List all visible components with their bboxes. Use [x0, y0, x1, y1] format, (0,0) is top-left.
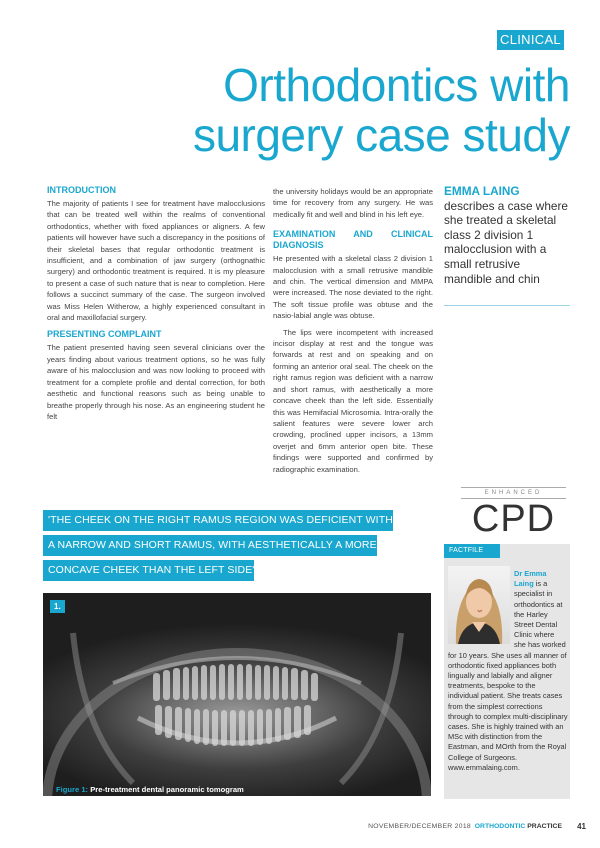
footer-publication-part-2: PRACTICE: [527, 823, 562, 830]
pull-quote: [43, 510, 431, 585]
title-line-1: Orthodontics with: [223, 59, 570, 111]
complaint-paragraph: The patient presented having seen several clinicians over the years finding about various treatment options, so he was fully aware of his malocclusion and was now looking to proceed with treatment for a complete profile and dental correction, for both aesthetic and functional reasons such as being unable to breathe properly through his nose. As an engineering student he felt: [47, 343, 265, 421]
examination-paragraph-1: He presented with a skeletal class 2 division 1 malocclusion with a small retrusive mandible and chin. The vertical dimension and MMPA were increased. The nose deviated to the right. The soft tissue profile was obtuse and the nasio-labial angle was obtuse.: [273, 254, 433, 321]
page-footer: [0, 819, 600, 835]
pull-quote-line-2: A NARROW AND SHORT RAMUS, WITH AESTHETICALLY A MORE: [43, 535, 377, 556]
factfile-text: [448, 569, 568, 773]
examination-heading: EXAMINATION AND CLINICAL DIAGNOSIS: [273, 229, 433, 251]
factfile-box: [444, 544, 570, 799]
standfirst-text: describes a case where she treated a skeletal class 2 division 1 malocclusion with a small retrusive mandible and chin: [444, 198, 568, 286]
figure-caption: [56, 785, 244, 794]
figure-label: Figure 1:: [56, 785, 89, 794]
examination-paragraph-2: The lips were incompetent with increased incisor display at rest and the tongue was forwards at rest and on speaking and on forming an anterior oral seal. The cheek on the right ramus region was deficient with a narrow and short ramus, with aesthetically a more concave cheek than the left side. Essentially this was Hemifacial Microsomia. Intra-orally the salient features were severe lower arch crowding, proclined upper incisors, a 13mm overjet and 6mm anterior open bite. These findings were supported and confirmed by radiographic examination.: [273, 327, 433, 474]
introduction-paragraph: The majority of patients I see for treatment have malocclusions that can be treated well within the realms of conventional orthodontics, whether with fixed appliances or aligners. A few patients will however have such a discrepancy in the positions of their skeletal bases that regular orthodontic treatment is insufficient, and a combination of jaw surgery (orthognathic surgery) and orthodontic treatment is required. It is my pleasure to present a case of such nature that is near to completion. Here follows a succinct summary of the case. The surgeon involved was Miss Helen Witherow, a highly experienced consultant in oral and maxillofacial surgery.: [47, 199, 265, 323]
figure-caption-text: Pre-treatment dental panoramic tomogram: [90, 785, 244, 794]
cpd-label: CPD: [471, 498, 556, 540]
pull-quote-line-3: CONCAVE CHEEK THAN THE LEFT SIDE': [43, 560, 254, 581]
pull-quote-line-1: 'THE CHEEK ON THE RIGHT RAMUS REGION WAS DEFICIENT WITH: [43, 510, 393, 531]
figure-number: 1.: [50, 600, 65, 613]
standfirst-author: EMMA LAING: [444, 184, 520, 198]
cpd-enhanced-label: ENHANCED: [461, 487, 566, 499]
body-column-2: [273, 186, 433, 475]
cpd-badge: [461, 487, 566, 539]
factfile-tag: FACTFILE: [444, 544, 500, 558]
footer-publication-part-1: ORTHODONTIC: [474, 823, 526, 830]
standfirst-divider: [444, 305, 570, 306]
section-tab: CLINICAL: [497, 30, 564, 50]
panoramic-xray-image: [43, 593, 431, 796]
factfile-name: Dr Emma Laing: [514, 569, 547, 589]
figure-xray: [43, 593, 431, 796]
complaint-paragraph-continued: the university holidays would be an appropriate time for recovery from any surgery. He was medically fit and well and blind in his left eye.: [273, 187, 433, 219]
standfirst: [444, 184, 570, 286]
footer-issue: NOVEMBER/DECEMBER 2018: [368, 823, 471, 830]
introduction-heading: INTRODUCTION: [47, 185, 116, 195]
body-column-1: [47, 185, 265, 422]
complaint-heading: PRESENTING COMPLAINT: [47, 329, 162, 340]
footer-publication: [475, 823, 562, 830]
page-number: 41: [577, 822, 586, 831]
factfile-bio: is a specialist in orthodontics at the Harley Street Dental Clinic where she has worked for 10 years. She uses all manner of orthodontic fixed appliances both lingually and labially and aligner treatments, bespoke to the individual patient. She treats cases from the simplest corrections through to complex multi-disciplinary cases. She is highly trained with an MSc with distinction from the Eastman, and MOrth from the Royal College of Surgeons. www.emmalaing.com.: [448, 579, 568, 772]
title-line-2: surgery case study: [192, 109, 570, 161]
article-title: [160, 60, 570, 160]
